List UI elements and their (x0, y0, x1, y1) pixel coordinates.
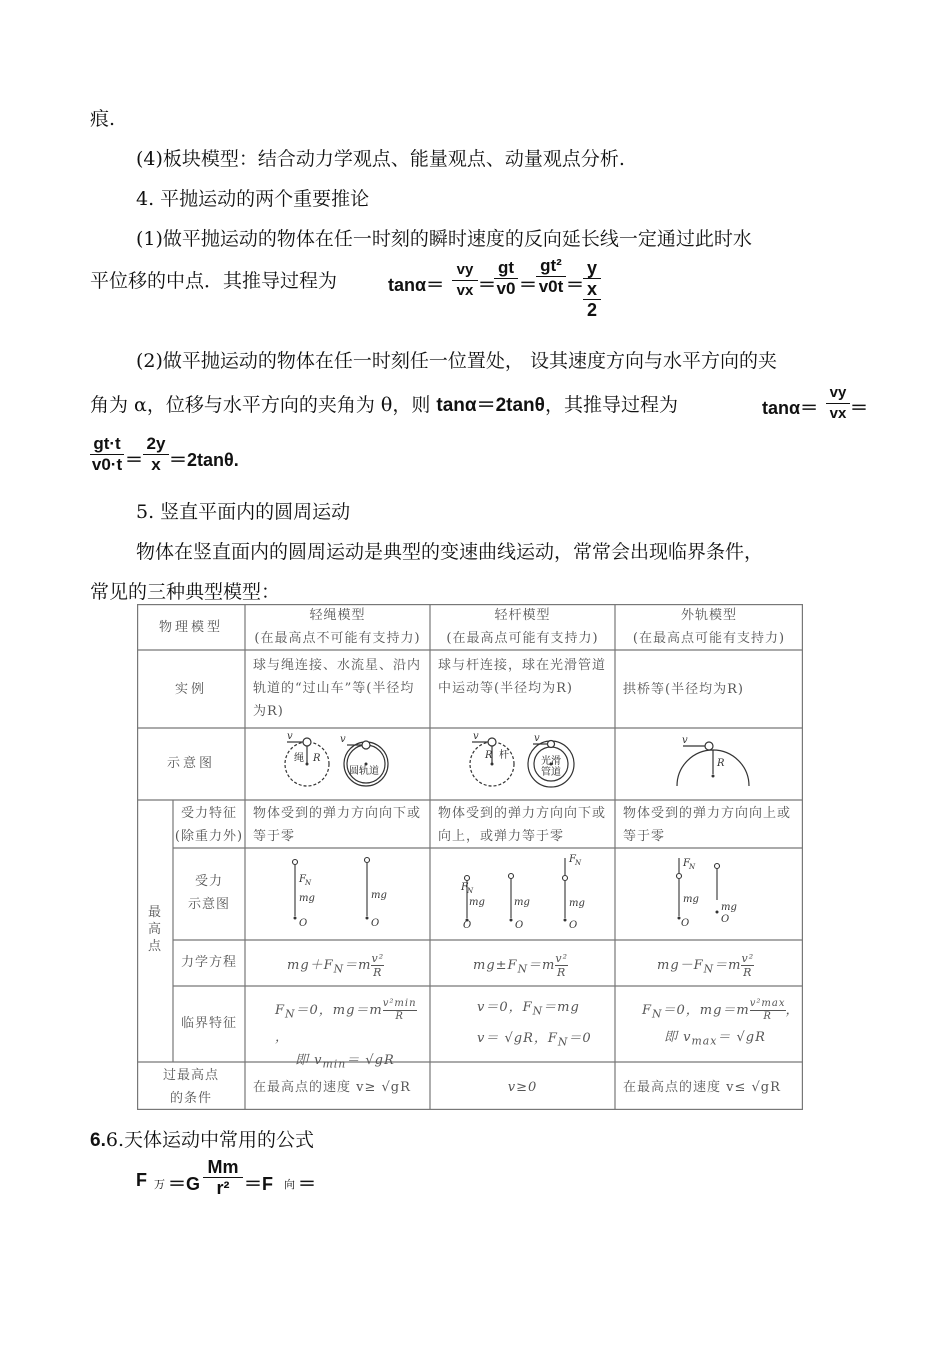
condition-rope: 在最高点的速度 v≥ √gR (253, 1080, 411, 1095)
svg-text:O: O (463, 920, 472, 931)
force-feature-outer: 物体受到的弹力方向向上或等于零 (623, 806, 792, 844)
svg-text:v: v (287, 731, 293, 742)
svg-text:R: R (313, 753, 321, 764)
svg-text:N: N (689, 863, 696, 871)
text-line: 平位移的中点．其推导过程为 (90, 270, 338, 292)
critical-rod: v＝0，$F_N=mg$ v＝ √gR，$F_N=0$ (477, 1000, 592, 1049)
header-col-model: 物理模型 (158, 620, 223, 635)
condition-rod: v≥0 (507, 1080, 538, 1095)
svg-text:O: O (681, 918, 690, 929)
header-rope-model: 轻绳模型 (在最高点不可能有支持力) (254, 608, 421, 646)
svg-text:R: R (485, 750, 493, 761)
example-rod: 球与杆连接，球在光滑管道中运动等(半径均为R) (438, 658, 607, 696)
svg-text:光滑: 光滑 (541, 756, 561, 767)
svg-text:mg: mg (683, 894, 699, 905)
svg-text:圆轨道: 圆轨道 (349, 766, 379, 777)
section-heading: 5. 竖直平面内的圆周运动 (136, 501, 351, 523)
circular-motion-table (137, 604, 803, 1110)
svg-text:mg: mg (514, 897, 530, 908)
row-label-critical: 临界特征 (180, 1016, 237, 1031)
svg-text:mg: mg (469, 897, 485, 908)
text-line: (1)做平抛运动的物体在任一时刻的瞬时速度的反向延长线一定通过此时水 (136, 228, 752, 250)
svg-text:杆: 杆 (499, 750, 509, 761)
row-label-force-diagram: 受力 示意图 (187, 874, 230, 912)
section-heading: 4. 平抛运动的两个重要推论 (136, 188, 370, 210)
side-label-highest-point: 最高点 (147, 905, 162, 954)
svg-text:N: N (467, 887, 474, 895)
critical-rope: $F_N=0$，mg＝m v²min R ， 即 $v_{min}= √gR$ (275, 998, 417, 1071)
critical-outer: $F_N=0$，mg＝m v²max R ， 即 $v_{max}= √gR$ (642, 998, 800, 1048)
svg-text:N: N (575, 859, 582, 867)
row-label-example: 实例 (174, 682, 207, 697)
row-label-equation: 力学方程 (180, 955, 237, 970)
equation-rod: $mg\pm F_N=m$ $\frac{\text{v²}}{R}$ (473, 952, 568, 979)
svg-text:O: O (299, 918, 308, 929)
svg-text:F: F (461, 882, 468, 893)
svg-text:绳: 绳 (294, 753, 304, 764)
row-label-condition: 过最高点 的条件 (162, 1068, 219, 1106)
condition-outer: 在最高点的速度 v≤ √gR (623, 1080, 781, 1095)
svg-text:O: O (721, 914, 730, 925)
svg-text:mg: mg (371, 890, 387, 901)
svg-text:F: F (683, 858, 690, 869)
svg-text:v: v (682, 735, 688, 746)
text-line: 物体在竖直面内的圆周运动是典型的变速曲线运动，常常会出现临界条件， (136, 541, 764, 563)
text-line: (2)做平抛运动的物体在任一时刻任一位置处， 设其速度方向与水平方向的夹 (136, 350, 777, 372)
row-label-force-feature: 受力特征 (除重力外) (174, 806, 244, 844)
svg-text:O: O (569, 920, 578, 931)
svg-text:v: v (473, 731, 479, 742)
text-line: 常见的三种典型模型： (90, 581, 281, 603)
svg-text:v: v (340, 734, 346, 745)
svg-text:R: R (717, 758, 725, 769)
section-heading: 6.6.天体运动中常用的公式 (90, 1129, 314, 1151)
svg-text:mg: mg (721, 902, 737, 913)
force-feature-rod: 物体受到的弹力方向向下或向上，或弹力等于零 (438, 806, 607, 844)
svg-text:mg: mg (569, 898, 585, 909)
equation-rope: $mg+F_N=m$ $\frac{\text{v²}}{R}$ (287, 952, 385, 979)
svg-text:F: F (299, 874, 306, 885)
header-rod-model: 轻杆模型 (在最高点可能有支持力) (446, 608, 599, 646)
svg-text:N: N (305, 879, 312, 887)
svg-text:O: O (371, 918, 380, 929)
svg-text:管道: 管道 (541, 767, 561, 778)
svg-text:F: F (569, 854, 576, 865)
text-line: 角为 α，位移与水平方向的夹角为 θ，则 tanα＝2tanθ，其推导过程为 (90, 394, 678, 416)
row-label-diagram: 示意图 (166, 756, 215, 771)
text-line: 痕. (90, 108, 116, 130)
svg-text:mg: mg (299, 893, 315, 904)
equation-outer: $mg-F_N=m$ $\frac{\text{v²}}{R}$ (657, 952, 755, 979)
svg-text:v: v (534, 733, 540, 744)
force-feature-rope: 物体受到的弹力方向向下或等于零 (253, 806, 422, 844)
svg-text:O: O (515, 920, 524, 931)
header-outer-track-model: 外轨模型 (在最高点可能有支持力) (632, 608, 786, 646)
example-outer: 拱桥等(半径均为R) (623, 682, 744, 697)
text-line: (4)板块模型：结合动力学观点、能量观点、动量观点分析. (136, 148, 625, 170)
example-rope: 球与绳连接、水流星、沿内轨道的“过山车”等(半径均为R) (253, 658, 422, 719)
